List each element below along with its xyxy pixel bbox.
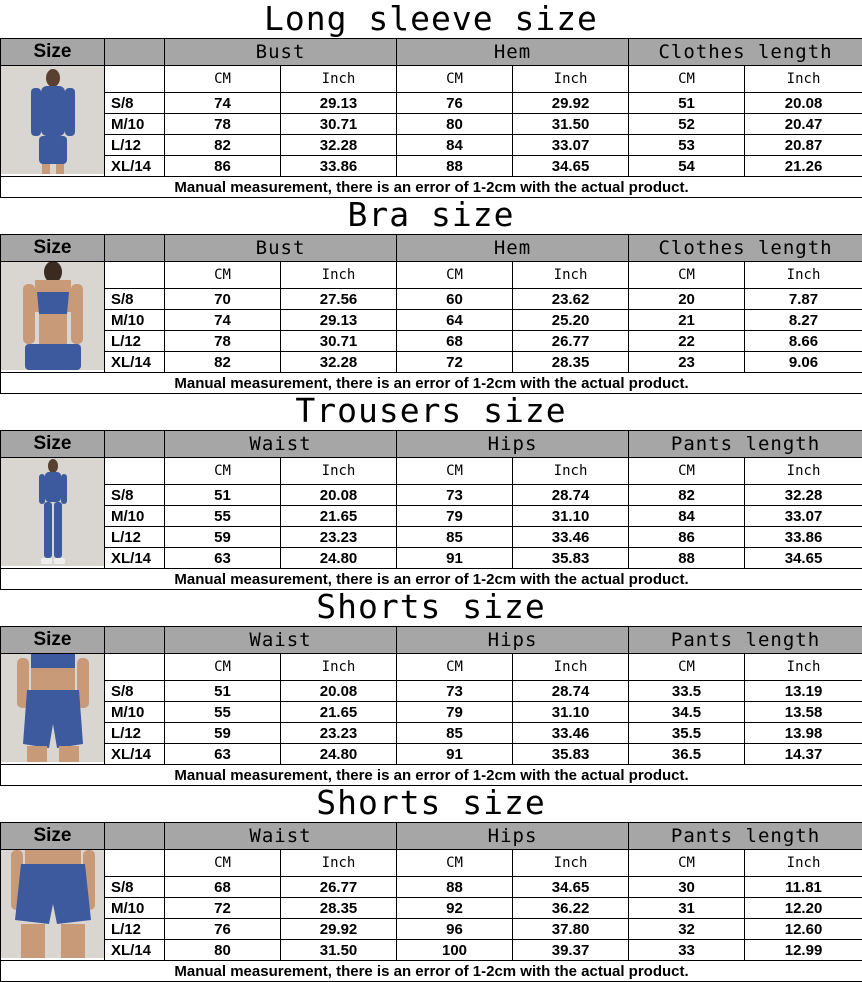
measurement-value: 64 [397, 310, 513, 331]
table-row [1, 506, 862, 527]
measurement-value: 39.37 [513, 940, 629, 961]
measurement-value: 28.35 [281, 898, 397, 919]
measurement-value: 86 [629, 527, 745, 548]
measurement-group-header: Waist [165, 627, 397, 654]
measurement-value: 79 [397, 506, 513, 527]
measurement-value: 91 [397, 744, 513, 765]
table-row [1, 289, 862, 310]
measurement-note: Manual measurement, there is an error of 1-2cm with the actual product. [1, 373, 862, 394]
measurement-value: 92 [397, 898, 513, 919]
measurement-value: 34.65 [745, 548, 862, 569]
unit-label: CM [165, 850, 281, 877]
measurement-value: 28.74 [513, 485, 629, 506]
measurement-value: 100 [397, 940, 513, 961]
measurement-value: 80 [397, 114, 513, 135]
unit-label: Inch [745, 66, 862, 93]
unit-label: CM [629, 850, 745, 877]
size-label: S/8 [105, 877, 165, 898]
table-row [1, 156, 862, 177]
size-label: L/12 [105, 723, 165, 744]
measurement-value: 21.65 [281, 506, 397, 527]
measurement-value: 76 [397, 93, 513, 114]
measurement-value: 55 [165, 506, 281, 527]
section-title: Long sleeve size [0, 0, 862, 38]
measurement-value: 33.07 [745, 506, 862, 527]
unit-label: CM [629, 458, 745, 485]
measurement-value: 68 [165, 877, 281, 898]
section-title: Trousers size [0, 392, 862, 430]
measurement-value: 78 [165, 331, 281, 352]
table-row [1, 877, 862, 898]
measurement-value: 29.92 [281, 919, 397, 940]
size-label: S/8 [105, 485, 165, 506]
unit-label: CM [629, 654, 745, 681]
long-sleeve-model-photo [1, 66, 105, 177]
measurement-value: 55 [165, 702, 281, 723]
measurement-group-header: Hips [397, 627, 629, 654]
size-header: Size [1, 823, 105, 850]
unit-label: Inch [281, 66, 397, 93]
measurement-value: 60 [397, 289, 513, 310]
size-label: XL/14 [105, 744, 165, 765]
measurement-value: 72 [165, 898, 281, 919]
unit-row-blank [105, 66, 165, 93]
measurement-value: 23.23 [281, 723, 397, 744]
measurement-value: 53 [629, 135, 745, 156]
measurement-value: 31.10 [513, 702, 629, 723]
measurement-value: 84 [397, 135, 513, 156]
measurement-value: 68 [397, 331, 513, 352]
measurement-group-header: Waist [165, 431, 397, 458]
measurement-value: 12.20 [745, 898, 862, 919]
measurement-note: Manual measurement, there is an error of 1-2cm with the actual product. [1, 765, 862, 786]
measurement-value: 33.86 [745, 527, 862, 548]
measurement-value: 14.37 [745, 744, 862, 765]
measurement-value: 13.58 [745, 702, 862, 723]
measurement-value: 8.27 [745, 310, 862, 331]
measurement-value: 29.13 [281, 93, 397, 114]
table-row [1, 723, 862, 744]
header-spacer [105, 627, 165, 654]
unit-label: CM [397, 458, 513, 485]
measurement-value: 20.08 [281, 485, 397, 506]
header-spacer [105, 823, 165, 850]
measurement-value: 51 [629, 93, 745, 114]
loose-shorts-model-photo [1, 850, 105, 961]
size-label: S/8 [105, 681, 165, 702]
table-row [1, 919, 862, 940]
measurement-value: 33.07 [513, 135, 629, 156]
table-row [1, 93, 862, 114]
measurement-group-header: Pants length [629, 823, 862, 850]
measurement-value: 88 [629, 548, 745, 569]
size-label: XL/14 [105, 548, 165, 569]
measurement-value: 34.65 [513, 156, 629, 177]
size-label: S/8 [105, 93, 165, 114]
section-title: Shorts size [0, 588, 862, 626]
measurement-note: Manual measurement, there is an error of 1-2cm with the actual product. [1, 961, 862, 982]
measurement-value: 28.74 [513, 681, 629, 702]
measurement-value: 78 [165, 114, 281, 135]
size-label: XL/14 [105, 352, 165, 373]
measurement-value: 36.5 [629, 744, 745, 765]
measurement-value: 32.28 [281, 352, 397, 373]
unit-label: Inch [513, 262, 629, 289]
size-label: L/12 [105, 135, 165, 156]
unit-row-blank [105, 458, 165, 485]
measurement-value: 31 [629, 898, 745, 919]
measurement-value: 51 [165, 485, 281, 506]
measurement-value: 21.26 [745, 156, 862, 177]
measurement-value: 12.60 [745, 919, 862, 940]
measurement-value: 33.46 [513, 723, 629, 744]
measurement-value: 35.83 [513, 744, 629, 765]
table-row [1, 114, 862, 135]
unit-label: Inch [513, 66, 629, 93]
measurement-value: 31.50 [513, 114, 629, 135]
measurement-value: 30 [629, 877, 745, 898]
measurement-value: 21 [629, 310, 745, 331]
measurement-value: 24.80 [281, 548, 397, 569]
unit-label: CM [165, 458, 281, 485]
measurement-value: 54 [629, 156, 745, 177]
size-label: M/10 [105, 702, 165, 723]
measurement-value: 22 [629, 331, 745, 352]
measurement-value: 36.22 [513, 898, 629, 919]
shorts-model-photo [1, 654, 105, 765]
measurement-value: 79 [397, 702, 513, 723]
measurement-group-header: Waist [165, 823, 397, 850]
table-row [1, 331, 862, 352]
measurement-group-header: Clothes length [629, 235, 862, 262]
measurement-value: 12.99 [745, 940, 862, 961]
measurement-value: 59 [165, 723, 281, 744]
measurement-value: 63 [165, 744, 281, 765]
measurement-value: 59 [165, 527, 281, 548]
measurement-value: 23.23 [281, 527, 397, 548]
unit-label: CM [165, 66, 281, 93]
measurement-value: 82 [629, 485, 745, 506]
unit-label: Inch [513, 458, 629, 485]
measurement-value: 88 [397, 156, 513, 177]
section-title: Bra size [0, 196, 862, 234]
size-label: M/10 [105, 310, 165, 331]
measurement-value: 34.5 [629, 702, 745, 723]
measurement-value: 74 [165, 310, 281, 331]
measurement-group-header: Bust [165, 39, 397, 66]
measurement-value: 33.5 [629, 681, 745, 702]
unit-label: CM [397, 654, 513, 681]
measurement-group-header: Hips [397, 823, 629, 850]
unit-row-blank [105, 850, 165, 877]
measurement-value: 20 [629, 289, 745, 310]
measurement-value: 80 [165, 940, 281, 961]
measurement-value: 21.65 [281, 702, 397, 723]
section-title: Shorts size [0, 784, 862, 822]
measurement-value: 74 [165, 93, 281, 114]
measurement-value: 63 [165, 548, 281, 569]
measurement-value: 37.80 [513, 919, 629, 940]
measurement-value: 30.71 [281, 331, 397, 352]
measurement-value: 8.66 [745, 331, 862, 352]
unit-label: Inch [281, 262, 397, 289]
table-row [1, 940, 862, 961]
measurement-group-header: Bust [165, 235, 397, 262]
unit-label: Inch [513, 850, 629, 877]
unit-label: Inch [281, 850, 397, 877]
measurement-value: 20.87 [745, 135, 862, 156]
measurement-value: 26.77 [513, 331, 629, 352]
measurement-group-header: Hem [397, 39, 629, 66]
size-header: Size [1, 431, 105, 458]
measurement-value: 20.08 [281, 681, 397, 702]
measurement-value: 72 [397, 352, 513, 373]
unit-label: Inch [745, 262, 862, 289]
measurement-value: 23.62 [513, 289, 629, 310]
measurement-value: 20.47 [745, 114, 862, 135]
measurement-value: 35.5 [629, 723, 745, 744]
measurement-value: 20.08 [745, 93, 862, 114]
unit-label: Inch [281, 458, 397, 485]
measurement-value: 31.50 [281, 940, 397, 961]
unit-label: CM [629, 262, 745, 289]
measurement-group-header: Hips [397, 431, 629, 458]
unit-label: Inch [745, 850, 862, 877]
size-table [0, 626, 862, 786]
unit-label: CM [397, 262, 513, 289]
table-row [1, 352, 862, 373]
measurement-value: 24.80 [281, 744, 397, 765]
table-row [1, 702, 862, 723]
size-label: XL/14 [105, 156, 165, 177]
measurement-value: 91 [397, 548, 513, 569]
measurement-note: Manual measurement, there is an error of 1-2cm with the actual product. [1, 569, 862, 590]
unit-label: Inch [745, 458, 862, 485]
measurement-group-header: Clothes length [629, 39, 862, 66]
size-label: XL/14 [105, 940, 165, 961]
unit-label: CM [397, 850, 513, 877]
table-row [1, 485, 862, 506]
measurement-value: 23 [629, 352, 745, 373]
header-spacer [105, 39, 165, 66]
size-label: M/10 [105, 114, 165, 135]
unit-label: Inch [281, 654, 397, 681]
size-header: Size [1, 39, 105, 66]
measurement-value: 27.56 [281, 289, 397, 310]
measurement-value: 29.13 [281, 310, 397, 331]
size-table [0, 38, 862, 198]
measurement-value: 11.81 [745, 877, 862, 898]
size-label: L/12 [105, 331, 165, 352]
measurement-value: 9.06 [745, 352, 862, 373]
measurement-value: 32.28 [281, 135, 397, 156]
size-label: L/12 [105, 527, 165, 548]
unit-label: CM [165, 262, 281, 289]
table-row [1, 527, 862, 548]
unit-label: CM [165, 654, 281, 681]
measurement-value: 34.65 [513, 877, 629, 898]
size-header: Size [1, 627, 105, 654]
measurement-value: 35.83 [513, 548, 629, 569]
measurement-value: 32.28 [745, 485, 862, 506]
measurement-value: 82 [165, 352, 281, 373]
measurement-value: 33 [629, 940, 745, 961]
size-label: M/10 [105, 506, 165, 527]
measurement-value: 29.92 [513, 93, 629, 114]
measurement-value: 70 [165, 289, 281, 310]
measurement-value: 76 [165, 919, 281, 940]
measurement-value: 30.71 [281, 114, 397, 135]
size-label: S/8 [105, 289, 165, 310]
measurement-value: 13.19 [745, 681, 862, 702]
measurement-value: 28.35 [513, 352, 629, 373]
measurement-value: 51 [165, 681, 281, 702]
bra-model-photo [1, 262, 105, 373]
measurement-value: 13.98 [745, 723, 862, 744]
measurement-value: 52 [629, 114, 745, 135]
measurement-value: 82 [165, 135, 281, 156]
table-row [1, 744, 862, 765]
header-spacer [105, 431, 165, 458]
measurement-value: 7.87 [745, 289, 862, 310]
size-table [0, 234, 862, 394]
size-table [0, 430, 862, 590]
table-row [1, 898, 862, 919]
unit-label: CM [629, 66, 745, 93]
table-row [1, 135, 862, 156]
header-spacer [105, 235, 165, 262]
unit-row-blank [105, 262, 165, 289]
unit-row-blank [105, 654, 165, 681]
table-row [1, 548, 862, 569]
measurement-value: 85 [397, 723, 513, 744]
measurement-value: 73 [397, 681, 513, 702]
measurement-value: 73 [397, 485, 513, 506]
measurement-value: 86 [165, 156, 281, 177]
measurement-group-header: Pants length [629, 627, 862, 654]
measurement-value: 84 [629, 506, 745, 527]
size-label: L/12 [105, 919, 165, 940]
measurement-value: 96 [397, 919, 513, 940]
unit-label: CM [397, 66, 513, 93]
measurement-value: 33.86 [281, 156, 397, 177]
measurement-value: 25.20 [513, 310, 629, 331]
unit-label: Inch [745, 654, 862, 681]
size-label: M/10 [105, 898, 165, 919]
measurement-note: Manual measurement, there is an error of 1-2cm with the actual product. [1, 177, 862, 198]
measurement-value: 26.77 [281, 877, 397, 898]
unit-label: Inch [513, 654, 629, 681]
measurement-value: 85 [397, 527, 513, 548]
measurement-group-header: Hem [397, 235, 629, 262]
measurement-value: 88 [397, 877, 513, 898]
measurement-value: 31.10 [513, 506, 629, 527]
measurement-value: 33.46 [513, 527, 629, 548]
size-header: Size [1, 235, 105, 262]
table-row [1, 681, 862, 702]
size-table [0, 822, 862, 982]
measurement-value: 32 [629, 919, 745, 940]
trousers-model-photo [1, 458, 105, 569]
table-row [1, 310, 862, 331]
measurement-group-header: Pants length [629, 431, 862, 458]
